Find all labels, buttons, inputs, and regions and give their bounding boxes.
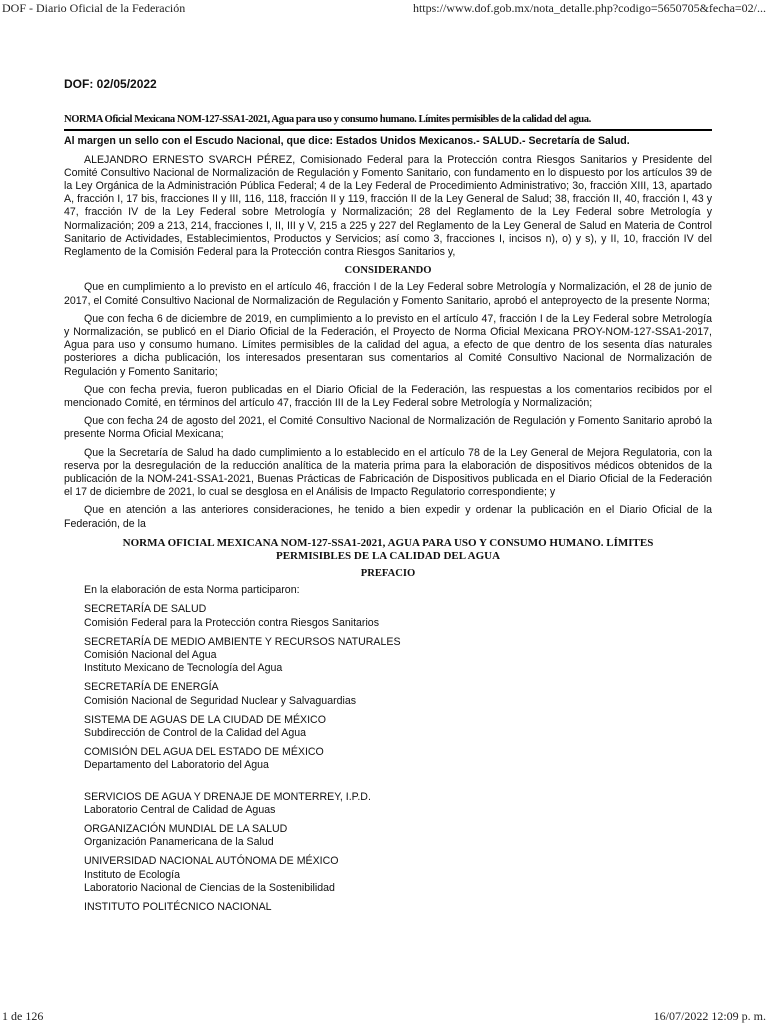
considerando-paragraph: Que con fecha 6 de diciembre de 2019, en cumplimiento a lo previsto en el artículo 47, fracción I de la Ley Federal sobre Metrología y Normalización, se publicó en el Diario Oficial de la Federación, el Proyecto de Norma Oficial Mexicana PROY-NOM-127-SSA1-2017, Agua para uso y consumo humano. Límites permisibles de la calidad del agua, a efecto de que dentro de los sesenta días naturales posteriores a dicha publicación, los interesados presentaran sus comentarios al Comité Consultivo Nacional de Normalización de Regulación y Fomento Sanitario; (64, 312, 712, 378)
considerando-paragraph: Que en cumplimiento a lo previsto en el artículo 46, fracción I de la Ley Federal sobre Metrología y Normalización, el 28 de junio de 2017, el Comité Consultivo Nacional de Normalización de Regulación y Fomento Sanitario, aprobó el anteproyecto de la presente Norma; (64, 281, 712, 307)
print-header-url[interactable]: https://www.dof.gob.mx/nota_detalle.php?codigo=5650705&fecha=02/... (412, 1, 766, 15)
participant-item (84, 746, 712, 772)
participant-item (84, 791, 712, 817)
preamble: Al margen un sello con el Escudo Nacional, que dice: Estados Unidos Mexicanos.- SALUD.- Secretaría de Salud. (64, 135, 630, 148)
considerando-heading: CONSIDERANDO (344, 265, 432, 277)
participant-item (84, 714, 712, 740)
participant-item (84, 855, 712, 895)
participant-sub: Laboratorio Nacional de Ciencias de la Sostenibilidad (84, 881, 335, 894)
participant-sub: Comisión Nacional de Seguridad Nuclear y Salvaguardias (84, 694, 357, 707)
participant-sub: Subdirección de Control de la Calidad del Agua (84, 726, 307, 739)
considerando-paragraph: Que la Secretaría de Salud ha dado cumplimiento a lo establecido en el artículo 78 de la Ley General de Mejora Regulatoria, con la reserva por la desregulación de la reducción analítica de la materia prima para la elaboración de dispositivos médicos obtenidos de la publicación de la NOM-241-SSA1-2021, Buenas Prácticas de Fabricación de Dispositivos publicada en el Diario Oficial de la Federación el 17 de diciembre de 2021, lo cual se desglosa en el Análisis de Impacto Regulatorio correspondiente; y (64, 446, 712, 499)
prefacio-heading: PREFACIO (360, 567, 416, 579)
considerando-paragraph: Que en atención a las anteriores consideraciones, he tenido a bien expedir y ordenar la publicación en el Diario Oficial de la Federación, de la (64, 504, 712, 530)
participant-org: SECRETARÍA DE ENERGÍA (84, 681, 219, 694)
considerando-paragraph: Que con fecha previa, fueron publicadas en el Diario Oficial de la Federación, las respuestas a los comentarios recibidos por el mencionado Comité, en términos del artículo 47, fracción III de la Ley Federal sobre Metrología y Normalización; (64, 383, 712, 410)
participant-sub: Departamento del Laboratorio del Agua (84, 759, 269, 772)
participants-intro: En la elaboración de esta Norma participaron: (84, 584, 300, 597)
intro-paragraph: ALEJANDRO ERNESTO SVARCH PÉREZ, Comisionado Federal para la Protección contra Riesgos Sanitarios y Presidente del Comité Consultivo Nacional de Normalización de Regulación y Fomento Sanitario, con fundamento en lo dispuesto por los artículos 39 de la Ley Orgánica de la Administración Pública Federal; 4 de la Ley Federal de Procedimiento Administrativo; 3o, fracción XIII, 13, apartado A, fracción I, 17 bis, fracciones II y III, 116, 118, fracción II y 119, fracción II de la Ley General de Salud; 38, fracción II, 40, fracción I, 43 y 47, fracción IV de la Ley Federal sobre Metrología y Normalización; 28 del Reglamento de la Ley Federal sobre Metrología y Normalización; 209 a 213, 214, fracciones I, II, III y V, 215 a 225 y 227 del Reglamento de la Ley General de Salud en Materia de Control Sanitario de Actividades, Establecimientos, Productos y Servicios; así como 3, fracciones I, incisos n), o) y s), y II, 10, fracción IV del Reglamento de la Comisión Federal para la Protección contra Riesgos Sanitarios y, (64, 153, 712, 259)
participant-item (84, 681, 712, 707)
participant-org: INSTITUTO POLITÉCNICO NACIONAL (84, 900, 272, 913)
print-header (0, 0, 768, 16)
participant-item (84, 823, 712, 849)
participant-sub: Instituto de Ecología (84, 868, 180, 881)
dof-date: DOF: 02/05/2022 (64, 77, 157, 91)
considerando-paragraph: Que con fecha 24 de agosto del 2021, el Comité Consultivo Nacional de Normalización de Regulación y Fomento Sanitario aprobó la presente Norma Oficial Mexicana; (64, 415, 712, 441)
participant-org: COMISIÓN DEL AGUA DEL ESTADO DE MÉXICO (84, 746, 324, 759)
participant-org: UNIVERSIDAD NACIONAL AUTÓNOMA DE MÉXICO (84, 855, 339, 868)
participant-sub: Organización Panamericana de la Salud (84, 836, 274, 849)
participant-org: SERVICIOS DE AGUA Y DRENAJE DE MONTERREY, I.P.D. (84, 790, 371, 803)
document-title: NORMA Oficial Mexicana NOM-127-SSA1-2021, Agua para uso y consumo humano. Límites permisibles de la calidad del agua. (64, 113, 712, 131)
participant-item (84, 636, 712, 676)
participants-list (84, 603, 712, 914)
participant-org: SECRETARÍA DE MEDIO AMBIENTE Y RECURSOS NATURALES (84, 635, 401, 648)
participant-item (84, 901, 712, 914)
participant-sub: Comisión Nacional del Agua (84, 648, 217, 661)
participant-sub: Instituto Mexicano de Tecnología del Agua (84, 662, 283, 675)
participant-sub: Laboratorio Central de Calidad de Aguas (84, 803, 276, 816)
print-footer (0, 1008, 768, 1024)
norm-heading: NORMA OFICIAL MEXICANA NOM-127-SSA1-2021, AGUA PARA USO Y CONSUMO HUMANO. LÍMITES PERMISIBLES DE LA CALIDAD DEL AGUA (122, 536, 654, 562)
participant-org: SECRETARÍA DE SALUD (84, 603, 207, 616)
document-page (64, 78, 712, 920)
print-timestamp: 16/07/2022 12:09 p. m. (653, 1009, 766, 1023)
participant-sub: Comisión Federal para la Protección contra Riesgos Sanitarios (84, 616, 380, 629)
participant-item (84, 603, 712, 629)
page-number: 1 de 126 (2, 1009, 44, 1023)
participant-org: ORGANIZACIÓN MUNDIAL DE LA SALUD (84, 822, 288, 835)
print-header-title: DOF - Diario Oficial de la Federación (2, 1, 186, 15)
participant-org: SISTEMA DE AGUAS DE LA CIUDAD DE MÉXICO (84, 713, 326, 726)
